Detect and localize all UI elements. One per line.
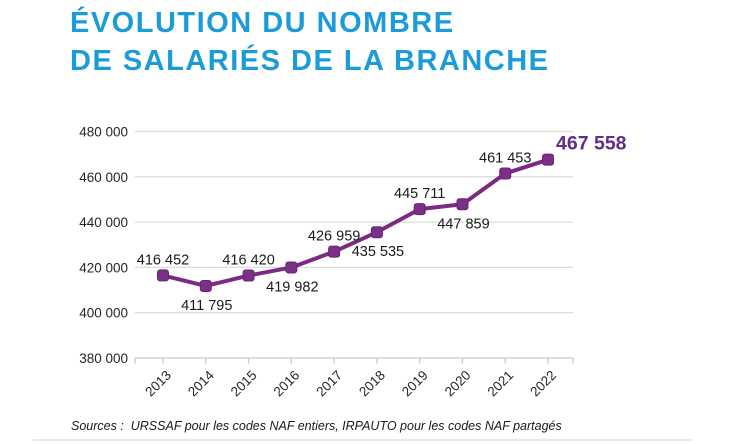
bottom-divider — [33, 439, 691, 441]
data-point-marker — [457, 199, 468, 210]
data-point-label: 419 982 — [266, 279, 319, 296]
x-axis-label: 2022 — [527, 367, 560, 400]
data-point-label: 426 959 — [307, 228, 361, 245]
chart-title — [70, 4, 550, 80]
y-axis-label: 440 000 — [79, 215, 128, 231]
sources-note: Sources : URSSAF pour les codes NAF entiers, IRPAUTO pour les codes NAF partagés — [71, 419, 562, 433]
y-axis-label: 460 000 — [79, 169, 128, 185]
x-axis-label: 2019 — [398, 367, 431, 400]
x-axis-label: 2014 — [185, 367, 217, 400]
data-point-marker — [414, 204, 425, 215]
data-point-label: 447 859 — [437, 216, 490, 233]
x-axis-label: 2013 — [142, 367, 175, 400]
data-point-marker — [243, 270, 254, 281]
y-axis-label: 400 000 — [79, 305, 128, 321]
x-axis-label: 2017 — [313, 367, 346, 400]
data-point-label: 416 452 — [136, 252, 190, 269]
data-point-label: 445 711 — [394, 186, 446, 203]
y-axis-label: 480 000 — [79, 124, 128, 140]
data-point-label: 461 453 — [479, 150, 532, 167]
data-point-marker — [329, 246, 340, 257]
data-point-label: 416 420 — [222, 252, 275, 269]
data-point-label-highlight: 467 558 — [556, 132, 627, 155]
x-axis-label: 2015 — [227, 367, 260, 400]
data-point-marker — [371, 227, 382, 238]
data-point-label: 435 535 — [351, 244, 405, 261]
data-point-marker — [200, 280, 211, 291]
x-axis-label: 2020 — [441, 367, 474, 400]
data-point-marker — [286, 262, 297, 273]
x-axis-label: 2021 — [484, 367, 517, 400]
data-point-label: 411 795 — [181, 297, 233, 314]
x-axis-label: 2016 — [270, 367, 303, 400]
chart-title-line2: DE SALARIÉS DE LA BRANCHE — [70, 45, 550, 77]
evolution-line-chart — [0, 100, 750, 412]
chart-title-line1: ÉVOLUTION DU NOMBRE — [70, 7, 455, 39]
chart-area — [0, 100, 750, 412]
y-axis-label: 420 000 — [79, 260, 128, 276]
data-point-marker — [158, 270, 169, 281]
data-point-marker — [543, 154, 554, 165]
y-axis-label: 380 000 — [79, 351, 128, 366]
x-axis-label: 2018 — [356, 367, 389, 400]
data-point-marker — [500, 168, 511, 179]
